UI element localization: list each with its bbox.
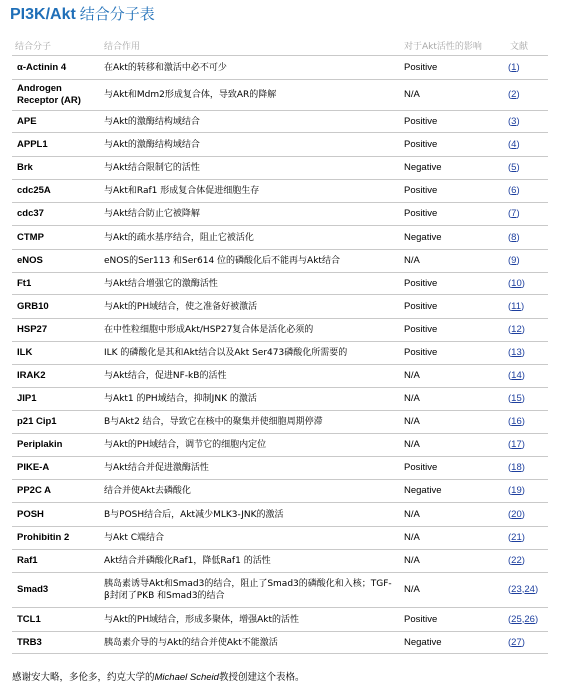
binding-function: 与Akt的PH域结合，使之准备好被激活 bbox=[104, 301, 258, 312]
title-en: PI3K/Akt bbox=[10, 6, 76, 23]
reference-cell: ( 20 ) bbox=[508, 508, 525, 520]
page-title bbox=[10, 3, 155, 24]
binding-function: 在中性粒细胞中形成Akt/HSP27复合体是活化必须的 bbox=[104, 325, 314, 335]
akt-effect: Positive bbox=[404, 115, 438, 127]
binding-function: 与Akt C端结合 bbox=[104, 533, 165, 543]
reference-link[interactable]: 18 bbox=[511, 462, 522, 473]
binding-function: eNOS的Ser113 和Ser614 位的磷酸化后不能再与Akt结合 bbox=[104, 256, 340, 266]
table-row bbox=[12, 364, 548, 387]
partner-name: Ft1 bbox=[17, 277, 32, 289]
partner-name: ILK bbox=[17, 347, 33, 358]
table-row bbox=[12, 179, 548, 202]
partner-name: APE bbox=[17, 115, 37, 127]
reference-cell: ( 15 ) bbox=[508, 393, 525, 404]
reference-cell: ( 23 , 24 ) bbox=[508, 584, 539, 595]
binding-function: 胰岛素诱导Akt和Smad3的结合，阻止了Smad3的磷酸化和入核；TGF- β封闭了PKB 和Smad3的结合 bbox=[104, 579, 392, 601]
table-row bbox=[12, 110, 548, 132]
akt-effect: Negative bbox=[404, 162, 442, 173]
reference-link[interactable]: 6 bbox=[511, 185, 517, 196]
header-reference: 文献 bbox=[510, 42, 529, 52]
reference-link[interactable]: 2 bbox=[511, 89, 517, 100]
table-row bbox=[12, 631, 548, 654]
partner-name: α-Actinin 4 bbox=[17, 61, 67, 73]
partner-name: JIP1 bbox=[17, 393, 37, 404]
akt-effect: Positive bbox=[404, 324, 438, 335]
table-row bbox=[12, 249, 548, 272]
footer-suffix: 教授创建这个表格。 bbox=[218, 672, 305, 683]
table-row bbox=[12, 572, 548, 607]
reference-cell: ( 16 ) bbox=[508, 416, 525, 427]
reference-cell: ( 12 ) bbox=[508, 324, 525, 335]
binding-function: 与Akt结合限制它的活性 bbox=[104, 163, 200, 173]
reference-link[interactable]: 13 bbox=[511, 347, 522, 358]
reference-link[interactable]: 23 bbox=[511, 584, 522, 595]
reference-link[interactable]: 21 bbox=[511, 532, 522, 543]
partner-name: p21 Cip1 bbox=[17, 416, 57, 427]
binding-function: ILK 的磷酸化是其和Akt结合以及Akt Ser473磷酸化所需要的 bbox=[104, 348, 348, 358]
table-row bbox=[12, 79, 548, 110]
reference-cell: ( 6 ) bbox=[508, 185, 520, 196]
partner-name: Brk bbox=[17, 162, 33, 173]
binding-function: 与Akt的激酶结构域结合 bbox=[104, 139, 200, 150]
reference-cell: ( 25 , 26 ) bbox=[508, 613, 539, 625]
akt-effect: Positive bbox=[404, 347, 438, 358]
partner-name: GRB10 bbox=[17, 300, 49, 312]
reference-link[interactable]: 15 bbox=[511, 393, 522, 404]
reference-link[interactable]: 4 bbox=[511, 138, 517, 150]
binding-function: 与Akt结合增强它的激酶活性 bbox=[104, 278, 218, 289]
partner-name: Periplakin bbox=[17, 439, 63, 450]
table-row bbox=[12, 387, 548, 410]
akt-effect: N/A bbox=[404, 416, 420, 427]
partner-name: PP2C A bbox=[17, 485, 51, 496]
table-row bbox=[12, 156, 548, 179]
reference-cell: ( 18 ) bbox=[508, 462, 525, 473]
partner-name: Raf1 bbox=[17, 555, 38, 566]
binding-function: B与Akt2 结合，导致它在核中的聚集并使细胞周期停滞 bbox=[104, 417, 323, 427]
header-function: 结合作用 bbox=[104, 42, 141, 52]
header-effect: 对于Akt活性的影响 bbox=[404, 42, 482, 52]
akt-effect: Positive bbox=[404, 613, 438, 625]
akt-effect: N/A bbox=[404, 393, 420, 404]
table-row bbox=[12, 202, 548, 225]
reference-cell: ( 1 ) bbox=[508, 61, 520, 73]
binding-function: B与POSH结合后，Akt减少MLK3-JNK的激活 bbox=[104, 509, 284, 520]
partner-name: cdc25A bbox=[17, 185, 51, 196]
partner-name: TRB3 bbox=[17, 636, 42, 648]
akt-effect: Positive bbox=[404, 138, 438, 150]
akt-effect: Negative bbox=[404, 231, 442, 243]
binding-function: 胰岛素介导的与Akt的结合并使Akt不能激活 bbox=[104, 637, 278, 648]
binding-function: 与Akt的激酶结构域结合 bbox=[104, 116, 200, 127]
akt-effect: N/A bbox=[404, 555, 420, 566]
akt-effect: Positive bbox=[404, 300, 438, 312]
partner-name: eNOS bbox=[17, 255, 43, 266]
reference-cell: ( 22 ) bbox=[508, 555, 525, 566]
table-row bbox=[12, 318, 548, 341]
table-row bbox=[12, 526, 548, 549]
reference-link[interactable]: 24 bbox=[524, 584, 535, 595]
reference-cell: ( 7 ) bbox=[508, 208, 520, 219]
footer-person: Michael Scheid bbox=[154, 672, 219, 683]
binding-partners-table bbox=[12, 55, 548, 654]
reference-cell: ( 4 ) bbox=[508, 138, 520, 150]
reference-cell: ( 3 ) bbox=[508, 115, 520, 127]
reference-link[interactable]: 7 bbox=[511, 208, 517, 219]
table-row bbox=[12, 55, 548, 79]
reference-link[interactable]: 1 bbox=[511, 61, 517, 73]
akt-effect: Positive bbox=[404, 208, 438, 219]
table-row bbox=[12, 272, 548, 294]
reference-link[interactable]: 22 bbox=[511, 555, 522, 566]
akt-effect: N/A bbox=[404, 508, 420, 520]
akt-effect: Negative bbox=[404, 636, 442, 648]
binding-function: 与Akt的PH域结合，调节它的细胞内定位 bbox=[104, 440, 267, 450]
binding-function: 与Akt结合并促进激酶活性 bbox=[104, 463, 209, 473]
table-row bbox=[12, 225, 548, 249]
reference-link[interactable]: 19 bbox=[511, 485, 522, 496]
binding-function: 与Akt和Mdm2形成复合体，导致AR的降解 bbox=[104, 90, 277, 100]
binding-function: 在Akt的转移和激活中必不可少 bbox=[104, 62, 227, 73]
reference-link[interactable]: 11 bbox=[511, 300, 522, 312]
reference-cell: ( 13 ) bbox=[508, 347, 525, 358]
reference-link[interactable]: 16 bbox=[511, 416, 522, 427]
akt-effect: N/A bbox=[404, 532, 420, 543]
reference-cell: ( 10 ) bbox=[508, 277, 525, 289]
table-row bbox=[12, 410, 548, 433]
table-row bbox=[12, 132, 548, 156]
footer-credit bbox=[12, 669, 304, 683]
table-row bbox=[12, 479, 548, 502]
reference-link[interactable]: 9 bbox=[511, 255, 517, 266]
reference-link[interactable]: 12 bbox=[511, 324, 522, 335]
title-cn: 结合分子表 bbox=[79, 5, 155, 23]
partner-name: Androgen Receptor (AR) bbox=[17, 83, 81, 106]
reference-link[interactable]: 8 bbox=[511, 231, 517, 243]
akt-effect: Positive bbox=[404, 462, 438, 473]
akt-effect: Positive bbox=[404, 185, 438, 196]
akt-effect: Negative bbox=[404, 485, 442, 496]
reference-cell: ( 11 ) bbox=[508, 300, 525, 312]
partner-name: Smad3 bbox=[17, 584, 49, 595]
reference-link[interactable]: 26 bbox=[524, 613, 535, 625]
binding-function: 与Akt1 的PH域结合，抑制JNK 的激活 bbox=[104, 394, 257, 404]
table-row bbox=[12, 294, 548, 318]
binding-function: 与Akt的PH域结合，形成多聚体，增强Akt的活性 bbox=[104, 614, 299, 625]
reference-link[interactable]: 14 bbox=[511, 370, 522, 381]
reference-cell: ( 5 ) bbox=[508, 162, 520, 173]
akt-effect: N/A bbox=[404, 439, 420, 450]
table-row bbox=[12, 341, 548, 364]
reference-link[interactable]: 17 bbox=[511, 439, 522, 450]
akt-effect: N/A bbox=[404, 89, 420, 100]
reference-cell: ( 17 ) bbox=[508, 439, 525, 450]
akt-effect: N/A bbox=[404, 255, 420, 266]
partner-name: HSP27 bbox=[17, 324, 48, 335]
partner-name: CTMP bbox=[17, 231, 44, 243]
akt-effect: N/A bbox=[404, 370, 420, 381]
binding-function: 与Akt的疏水基序结合，阻止它被活化 bbox=[104, 232, 254, 243]
binding-function: 结合并使Akt去磷酸化 bbox=[104, 486, 191, 496]
reference-cell: ( 14 ) bbox=[508, 370, 525, 381]
akt-effect: N/A bbox=[404, 584, 420, 595]
reference-link[interactable]: 27 bbox=[511, 636, 522, 648]
footer-prefix: 感谢安大略，多伦多，约克大学的 bbox=[12, 672, 155, 683]
table-row bbox=[12, 607, 548, 631]
partner-name: cdc37 bbox=[17, 208, 44, 219]
binding-function: 与Akt结合，促进NF-kB的活性 bbox=[104, 371, 227, 381]
reference-link[interactable]: 10 bbox=[511, 277, 522, 289]
binding-function: Akt结合并磷酸化Raf1，降低Raf1 的活性 bbox=[104, 556, 271, 566]
partner-name: PIKE-A bbox=[17, 462, 50, 473]
header-partner: 结合分子 bbox=[15, 42, 52, 52]
binding-function: 与Akt和Raf1 形成复合体促进细胞生存 bbox=[104, 186, 260, 196]
reference-link[interactable]: 20 bbox=[511, 508, 522, 520]
reference-link[interactable]: 3 bbox=[511, 115, 517, 127]
table-row bbox=[12, 433, 548, 456]
reference-cell: ( 2 ) bbox=[508, 89, 520, 100]
reference-cell: ( 21 ) bbox=[508, 532, 525, 543]
partner-name: POSH bbox=[17, 508, 44, 520]
reference-link[interactable]: 5 bbox=[511, 162, 517, 173]
akt-effect: Positive bbox=[404, 277, 438, 289]
reference-cell: ( 19 ) bbox=[508, 485, 525, 496]
partner-name: APPL1 bbox=[17, 138, 48, 150]
reference-link[interactable]: 25 bbox=[511, 613, 522, 625]
partner-name: IRAK2 bbox=[17, 370, 46, 381]
table-row bbox=[12, 456, 548, 479]
reference-cell: ( 27 ) bbox=[508, 636, 525, 648]
table-row bbox=[12, 549, 548, 572]
partner-name: Prohibitin 2 bbox=[17, 532, 70, 543]
akt-effect: Positive bbox=[404, 61, 438, 73]
reference-cell: ( 9 ) bbox=[508, 255, 520, 266]
reference-cell: ( 8 ) bbox=[508, 231, 520, 243]
binding-function: 与Akt结合防止它被降解 bbox=[104, 209, 200, 219]
table-row bbox=[12, 502, 548, 526]
partner-name: TCL1 bbox=[17, 613, 41, 625]
